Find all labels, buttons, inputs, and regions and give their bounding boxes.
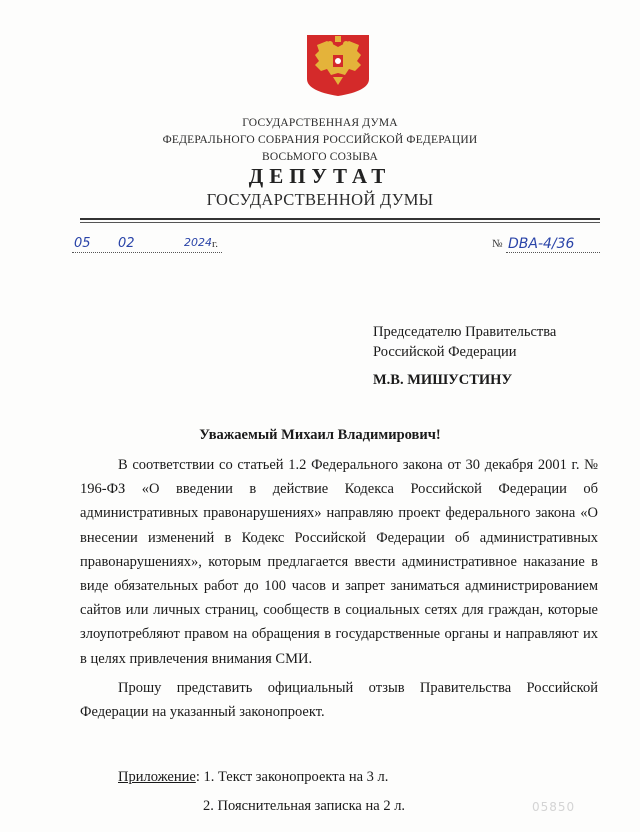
document-date	[72, 236, 230, 256]
attachment-line-1: Приложение: 1. Текст законопроекта на 3 л.	[118, 769, 389, 785]
date-month: 02	[118, 236, 135, 251]
body-paragraph-2: Прошу представить официальный отзыв Правительства Российской Федерации на указанный законопроект.	[80, 679, 598, 721]
header-line-3: ВОСЬМОГО СОЗЫВА	[261, 151, 379, 163]
addressee-line-2: Российской Федерации	[373, 344, 517, 360]
number-value: DBA-4/36	[508, 236, 575, 252]
date-dotted-rule	[72, 252, 222, 253]
number-prefix: №	[492, 238, 503, 250]
body-paragraph-1: В соответствии со статьей 1.2 Федерального закона от 30 декабря 2001 г. № 196-ФЗ «О введении в действие Кодекса Российской Федерации об административных правонарушениях» направляю проект федерального закона «О внесении изменений в Кодекс Российской Федерации об административных правонарушениях», которым предлагается ввести административное наказание в виде обязательных работ до 100 часов и запрет заниматься администрированием сайтов или личных страниц, сообществ в социальных сетях для граждан, которые злоупотребляют правом на обращения в государственные органы и направляют их в целях привлечения внимания СМИ.	[80, 457, 598, 667]
header-line-2: ФЕДЕРАЛЬНОГО СОБРАНИЯ РОССИЙСКОЙ ФЕДЕРАЦИИ	[162, 134, 478, 146]
parliament-header	[0, 115, 640, 166]
letter-body	[80, 453, 598, 724]
document-number	[492, 236, 602, 256]
attachment-label: Приложение	[118, 769, 196, 785]
addressee-block	[373, 322, 556, 362]
header-rule-thin	[80, 222, 600, 223]
deputy-subtitle: ГОСУДАРСТВЕННОЙ ДУМЫ	[206, 190, 434, 209]
attachment-item-1: 1. Текст законопроекта на 3 л.	[203, 769, 389, 785]
date-suffix: г.	[212, 238, 219, 250]
number-dotted-rule	[506, 252, 600, 253]
date-day: 05	[74, 236, 91, 251]
registration-stamp: 05850	[532, 800, 576, 814]
salutation: Уважаемый Михаил Владимирович!	[199, 427, 441, 443]
deputy-title: ДЕПУТАТ	[248, 164, 392, 188]
coat-of-arms-icon	[305, 33, 371, 97]
attachment-item-2: 2. Пояснительная записка на 2 л.	[203, 798, 406, 814]
addressee-name: М.В. МИШУСТИНУ	[373, 372, 513, 388]
header-rule-thick	[80, 218, 600, 220]
date-year: 2024	[184, 236, 212, 249]
addressee-line-1: Председателю Правительства	[373, 324, 557, 340]
header-line-1: ГОСУДАРСТВЕННАЯ ДУМА	[242, 117, 398, 129]
